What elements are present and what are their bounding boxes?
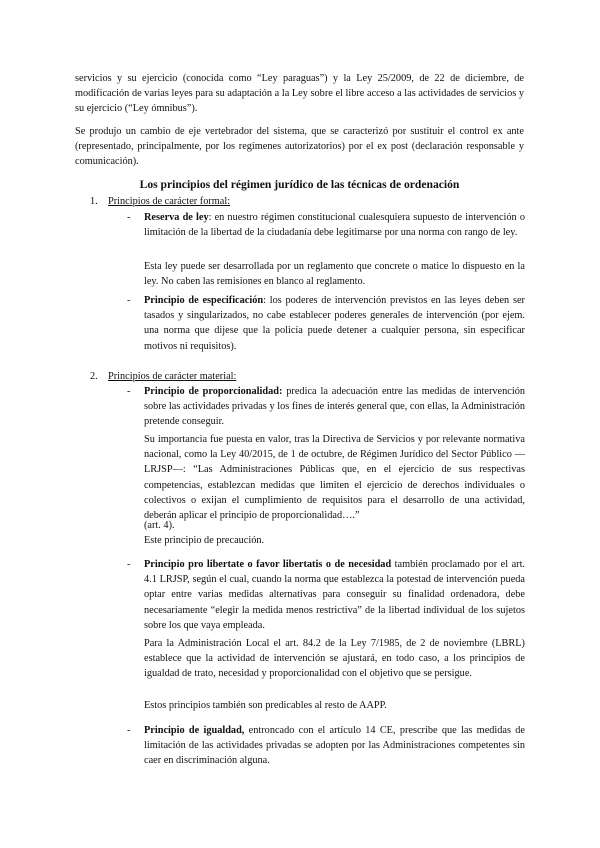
- item-extra-ref: (art. 4).: [144, 520, 175, 531]
- item-text: entroncado con el artículo 14 CE, prescribe que las medidas de limitación de las actividades privadas se adopten por las Administraciones competentes sin caer en discriminación alguna.: [144, 725, 525, 767]
- item-text: : los poderes de intervención previstos en las leyes deben ser tasados y singularizados, no cabe establecer poderes generales de intervención (por ejem. una norma que dijese que la policía puede detener a cualquier persona, sin especificar motivos ni requisitos).: [144, 295, 525, 352]
- bullet-dash: -: [127, 559, 131, 570]
- section-2-label: Principios de carácter material:: [108, 371, 237, 382]
- item-extra: Para la Administración Local el art. 84.2 de la Ley 7/1985, de 2 de noviembre (LBRL) establece que la actividad de intervención se ajustará, en todo caso, a los principios de igualdad de trato, necesidad y proporcionalidad con el objetivo que se persigue.: [144, 638, 525, 680]
- item-name: Reserva de ley: [144, 212, 209, 223]
- item-name: Principio de especificación: [144, 295, 264, 306]
- item-name: Principio de proporcionalidad:: [144, 386, 283, 397]
- item-extra-note: Este principio de precaución.: [144, 535, 265, 546]
- section-title: Los principios del régimen jurídico de las técnicas de ordenación: [139, 178, 460, 191]
- item-extra: Esta ley puede ser desarrollada por un reglamento que concrete o matice lo dispuesto en la ley. No caben las remisiones en blanco al reglamento.: [144, 261, 525, 288]
- intro-paragraph-2: Se produjo un cambio de eje vertebrador del sistema, que se caracterizó por sustituir el control ex ante (representado, principalmente, por los regímenes autorizatorios) por el ex post (declaración responsable y comunicación).: [75, 126, 524, 168]
- bullet-dash: -: [127, 212, 131, 223]
- item-text: predica la adecuación entre las medidas de intervención sobre las actividades privadas y los fines de interés general que, con ellas, la Administración pretende conseguir.: [144, 386, 525, 428]
- bullet-dash: -: [127, 386, 131, 397]
- intro-paragraph-1: servicios y su ejercicio (conocida como “Ley paraguas”) y la Ley 25/2009, de 22 de diciembre, de modificación de varias leyes para su adaptación a la Ley sobre el libre acceso a las actividades de servicios y su ejercicio (“Ley ómnibus”).: [75, 73, 524, 115]
- bullet-dash: -: [127, 295, 131, 306]
- item-name: Principio pro libertate o favor libertatis o de necesidad: [144, 559, 392, 570]
- section-2-number: 2.: [90, 371, 98, 382]
- item-name: Principio de igualdad,: [144, 725, 245, 736]
- section-1-number: 1.: [90, 196, 98, 207]
- item-proporcionalidad: [144, 384, 525, 430]
- item-extra: Su importancia fue puesta en valor, tras la Directiva de Servicios y por relevante normativa nacional, como la Ley 40/2015, de 1 de octubre, de Régimen Jurídico del Sector Público —LRJSP—: “Las Administraciones Públicas que, en el ejercicio de sus respectivas competencias, establezcan medidas que limiten el ejercicio de derechos individuales o colectivos o exijan el cumplimiento de requisitos para el desarrollo de una actividad, deberán aplicar el principio de proporcionalidad….”: [144, 434, 525, 522]
- section-1-label: Principios de carácter formal:: [108, 196, 231, 207]
- item-especificacion: [144, 293, 525, 354]
- item-text: también proclamado por el art. 4.1 LRJSP, según el cual, cuando la norma que establezca la potestad de intervención pueda optar entre varias medidas alternativas para conseguir su finalidad ordenadora, debe necesariamente “elegir la medida menos restrictiva” de la libertad individual de los sujetos sobre los que vaya empleada.: [144, 559, 526, 631]
- item-igualdad: [144, 723, 525, 769]
- item-reserva-de-ley: [144, 210, 525, 240]
- item-pro-libertate: [144, 557, 525, 633]
- item-extra-note: Estos principios también son predicables al resto de AAPP.: [144, 700, 387, 711]
- bullet-dash: -: [127, 725, 131, 736]
- item-text: : en nuestro régimen constitucional cualesquiera supuesto de intervención o limitación de la libertad de la ciudadanía debe legitimarse por una norma con rango de ley.: [144, 212, 525, 239]
